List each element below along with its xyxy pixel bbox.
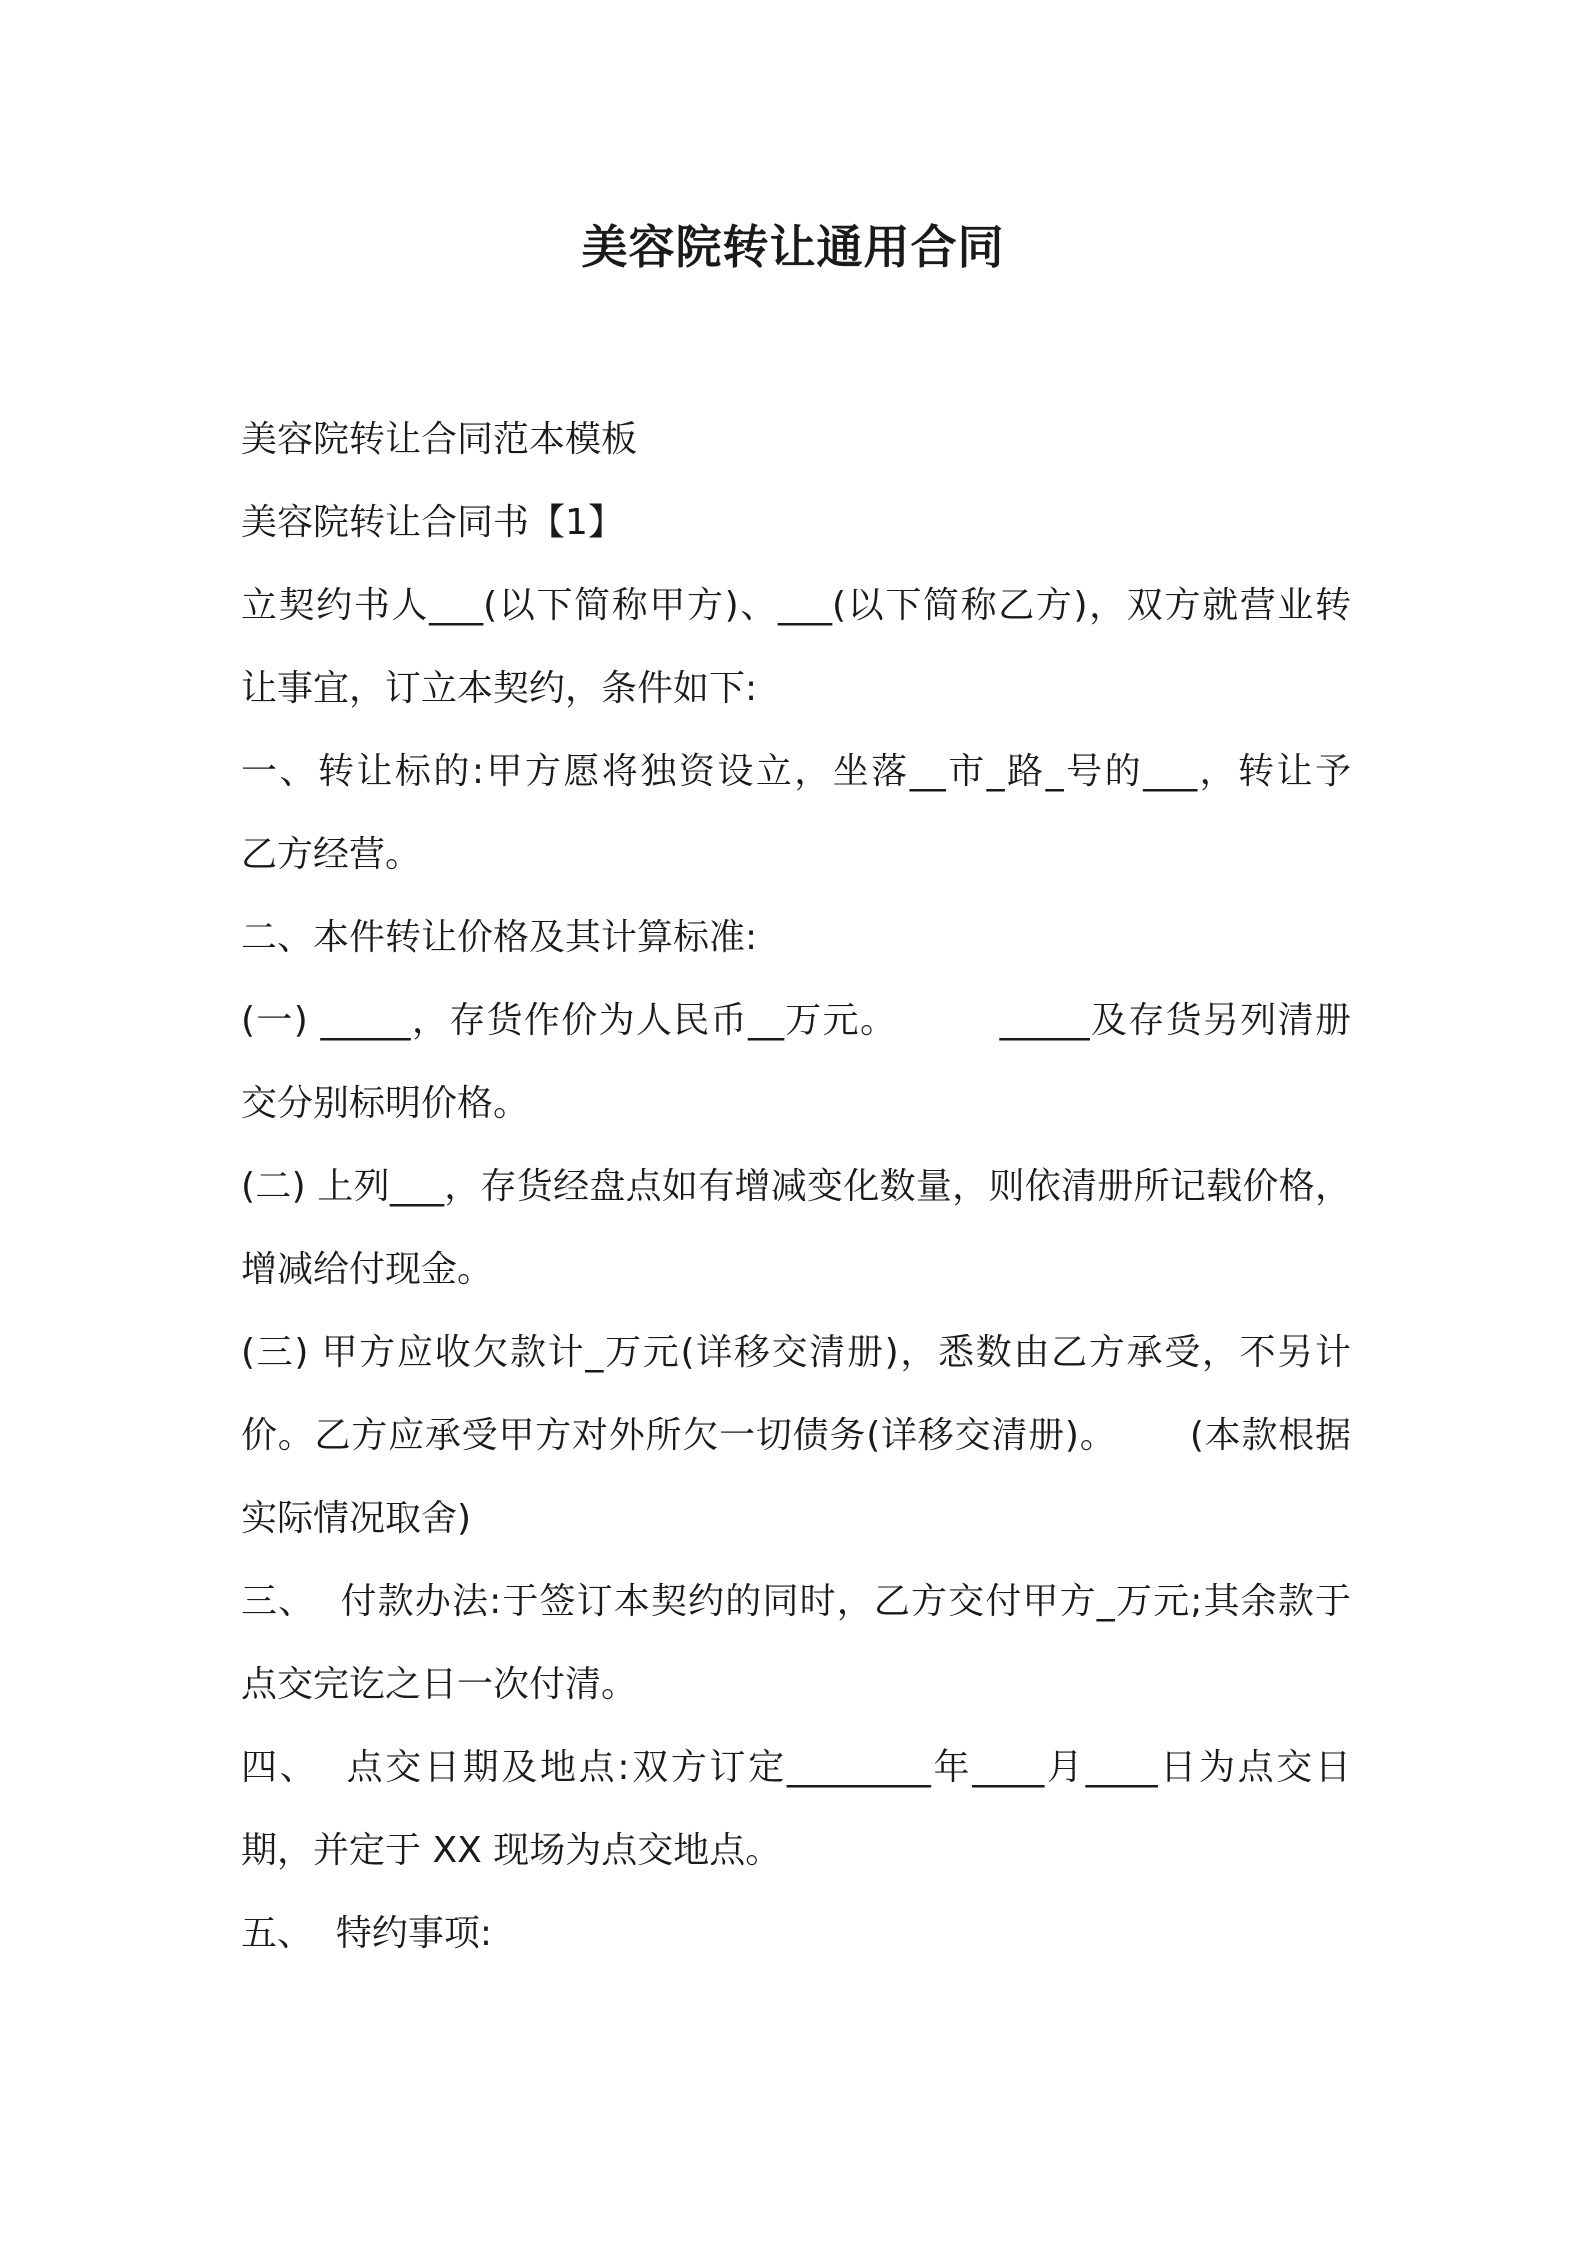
clause-line: 增减给付现金。 <box>241 1249 494 1290</box>
clause-line: 一、转让标的:甲方愿将独资设立，坐落__市_路_号的___，转让予 <box>241 751 1351 792</box>
clause-line: 价。乙方应承受甲方对外所欠一切债务(详移交清册)。 (本款根据 <box>241 1415 1351 1456</box>
clause-line: 期，并定于 XX 现场为点交地点。 <box>241 1830 782 1871</box>
section-heading: 美容院转让合同范本模板 <box>241 419 638 460</box>
clause-line: 乙方经营。 <box>241 834 422 875</box>
clause-line: 点交完讫之日一次付清。 <box>241 1664 638 1705</box>
clause-line: (三) 甲方应收欠款计_万元(详移交清册)，悉数由乙方承受，不另计 <box>241 1332 1351 1373</box>
clause-line: 三、 付款办法:于签订本契约的同时，乙方交付甲方_万元;其余款于 <box>241 1581 1351 1622</box>
clause-line: 五、 特约事项: <box>241 1913 493 1954</box>
section-heading: 美容院转让合同书【1】 <box>241 502 624 543</box>
clause-line: 四、 点交日期及地点:双方订定________年____月____日为点交日 <box>241 1747 1351 1788</box>
clause-line: (二) 上列___，存货经盘点如有增减变化数量，则依清册所记载价格， <box>241 1166 1351 1207</box>
document-title: 美容院转让通用合同 <box>581 220 1005 274</box>
clause-line: (一) _____，存货作价为人民币__万元。 _____及存货另列清册 <box>241 1000 1351 1041</box>
paragraph-line: 立契约书人___(以下简称甲方)、___(以下简称乙方)，双方就营业转 <box>241 585 1351 626</box>
clause-line: 二、本件转让价格及其计算标准: <box>241 917 758 958</box>
clause-line: 交分别标明价格。 <box>241 1083 530 1124</box>
paragraph-line: 让事宜，订立本契约，条件如下: <box>241 668 758 709</box>
document-body <box>241 398 1351 1975</box>
clause-line: 实际情况取舍) <box>241 1498 472 1539</box>
